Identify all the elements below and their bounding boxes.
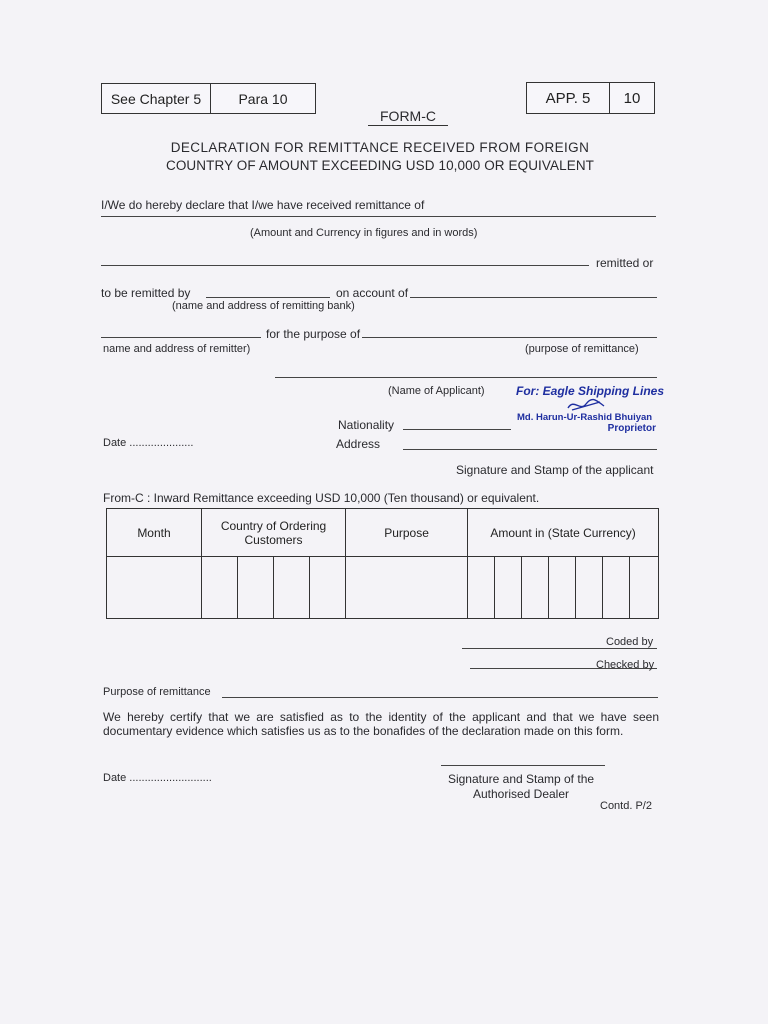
cell-country-1[interactable] xyxy=(202,557,238,619)
cell-month[interactable] xyxy=(107,557,202,619)
coded-by-line[interactable] xyxy=(462,648,657,649)
para-box xyxy=(210,83,316,114)
remittance-table xyxy=(106,508,659,619)
title-line-2: COUNTRY OF AMOUNT EXCEEDING USD 10,000 OR EQUIVALENT xyxy=(165,158,595,173)
cell-country-3[interactable] xyxy=(274,557,310,619)
declaration-intro: I/We do hereby declare that I/we have received remittance of xyxy=(101,198,425,212)
name-of-applicant-label: (Name of Applicant) xyxy=(388,385,485,397)
continued-note: Contd. P/2 xyxy=(600,800,652,812)
applicant-date-label: Date ..................... xyxy=(103,437,194,449)
chapter-box xyxy=(101,83,211,114)
table-row xyxy=(107,557,659,619)
form-name xyxy=(360,108,456,126)
stamp-proprietor-name: Md. Harun-Ur-Rashid Bhuiyan xyxy=(517,412,653,423)
stamp-company: For: Eagle Shipping Lines xyxy=(516,384,665,398)
checked-by-label: Checked by xyxy=(596,659,655,671)
app-label: APP. 5 xyxy=(545,89,591,107)
table-caption: From-C : Inward Remittance exceeding USD 10,000 (Ten thousand) or equivalent. xyxy=(103,491,540,505)
header-purpose: Purpose xyxy=(346,509,468,557)
applicant-name-line[interactable] xyxy=(275,377,657,378)
cell-amount-4[interactable] xyxy=(549,557,576,619)
cell-amount-5[interactable] xyxy=(576,557,603,619)
cell-amount-7[interactable] xyxy=(630,557,659,619)
cell-amount-1[interactable] xyxy=(468,557,495,619)
chapter-label: See Chapter 5 xyxy=(110,90,202,107)
cell-country-2[interactable] xyxy=(238,557,274,619)
header-month: Month xyxy=(107,509,202,557)
coded-by-label: Coded by xyxy=(606,636,654,648)
address-label: Address xyxy=(336,437,381,451)
app-number-box xyxy=(609,82,655,114)
remitting-bank-line[interactable] xyxy=(206,297,330,298)
table-header-row xyxy=(107,509,659,557)
cell-amount-3[interactable] xyxy=(522,557,549,619)
signature-scribble xyxy=(566,396,606,414)
nationality-line[interactable] xyxy=(403,429,511,430)
purpose-of-remittance-label: Purpose of remittance xyxy=(103,686,211,698)
dealer-signature-label-1: Signature and Stamp of the xyxy=(447,772,595,786)
to-be-remitted-by-label: to be remitted by xyxy=(101,286,191,300)
app-box xyxy=(526,82,610,114)
for-purpose-of-label: for the purpose of xyxy=(266,327,361,341)
remitter-line[interactable] xyxy=(101,337,261,338)
app-number: 10 xyxy=(623,89,641,107)
applicant-signature-label: Signature and Stamp of the applicant xyxy=(456,463,654,477)
remitter-caption: name and address of remitter) xyxy=(103,343,251,355)
stamp-proprietor-title: Proprietor xyxy=(607,423,656,434)
cell-purpose[interactable] xyxy=(346,557,468,619)
nationality-label: Nationality xyxy=(338,418,395,432)
cell-amount-2[interactable] xyxy=(495,557,522,619)
company-stamp xyxy=(516,384,666,434)
on-account-of-line[interactable] xyxy=(410,297,657,298)
header-country: Country of Ordering Customers xyxy=(202,509,346,557)
cell-country-4[interactable] xyxy=(310,557,346,619)
amount-line[interactable] xyxy=(101,216,656,217)
dealer-signature-label-2: Authorised Dealer xyxy=(472,787,570,801)
amount-line-2[interactable] xyxy=(101,265,589,266)
para-label: Para 10 xyxy=(238,90,288,107)
on-account-of-label: on account of xyxy=(336,286,409,300)
header-amount: Amount in (State Currency) xyxy=(468,509,659,557)
form-name-underline xyxy=(368,125,448,126)
form-name-text: FORM-C xyxy=(380,108,436,124)
purpose-line[interactable] xyxy=(362,337,657,338)
cell-amount-6[interactable] xyxy=(603,557,630,619)
purpose-caption: (purpose of remittance) xyxy=(525,343,639,355)
amount-caption: (Amount and Currency in figures and in words) xyxy=(250,227,478,239)
remitted-or-label: remitted or xyxy=(596,256,654,270)
certification-text: We hereby certify that we are satisfied as to the identity of the applicant and that we have seen documentary evidence which satisfies us as to the bonafides of the declaration made on this form. xyxy=(103,710,659,738)
dealer-signature-line[interactable] xyxy=(441,765,605,766)
address-line[interactable] xyxy=(403,449,657,450)
dealer-date-label: Date ........................... xyxy=(103,772,212,784)
title-line-1: DECLARATION FOR REMITTANCE RECEIVED FROM FOREIGN xyxy=(170,140,590,155)
purpose-of-remittance-line[interactable] xyxy=(222,697,658,698)
remitting-bank-caption: (name and address of remitting bank) xyxy=(172,300,355,312)
